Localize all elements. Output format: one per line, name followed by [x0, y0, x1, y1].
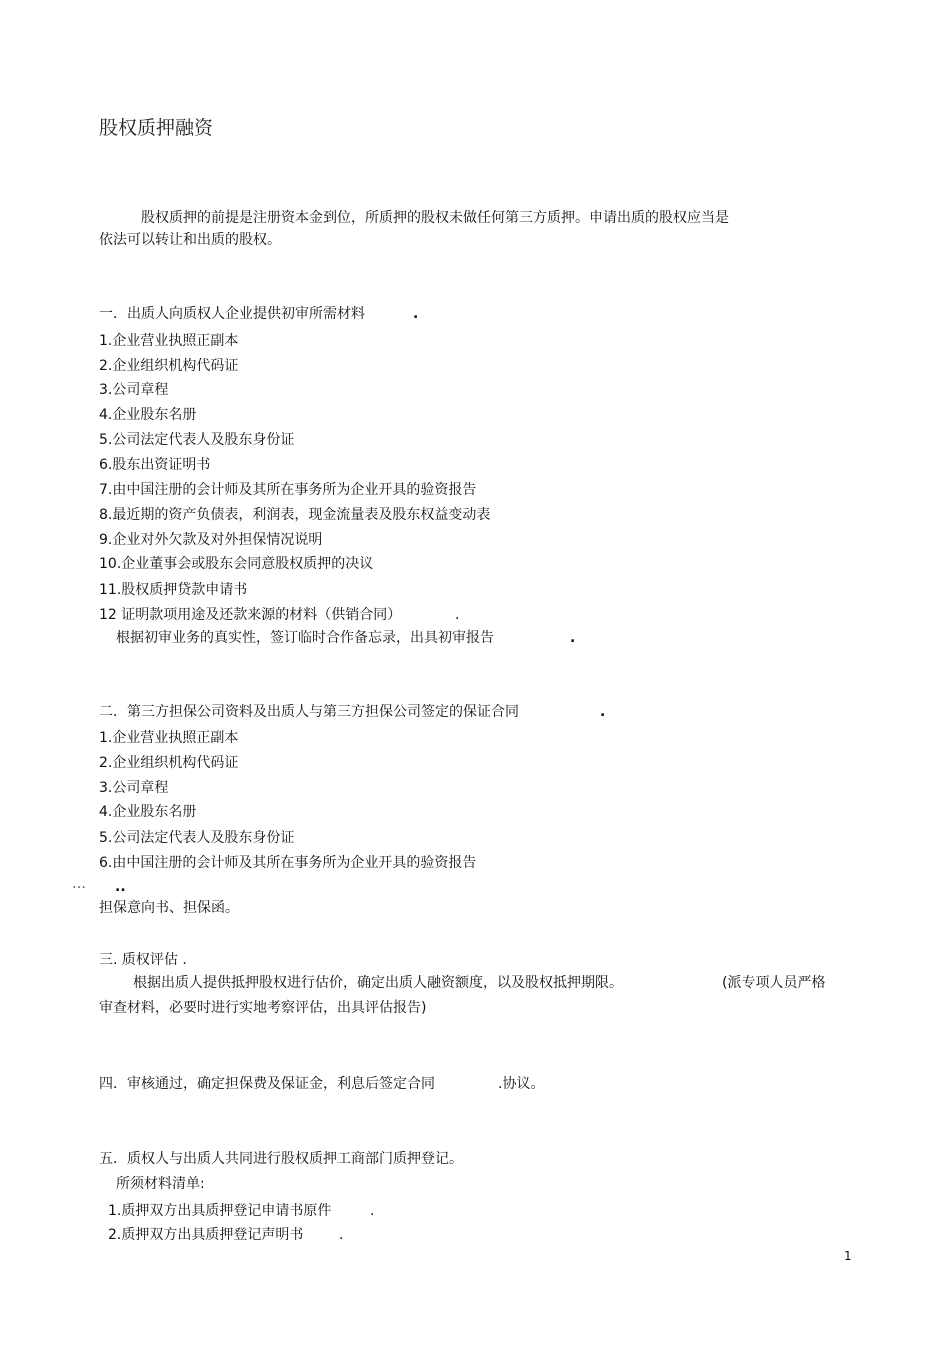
section4-tail: .协议。	[498, 1076, 545, 1092]
section2-item: 4.企业股东名册	[99, 804, 197, 820]
section5-list-title: 所须材料清单:	[116, 1176, 205, 1192]
section1-item: 8.最近期的资产负债表，利润表，现金流量表及股东权益变动表	[99, 507, 491, 523]
section5-item-dot: .	[339, 1227, 344, 1243]
section1-item: 6.股东出资证明书	[99, 457, 211, 473]
section3-line-2: 审查材料，必要时进行实地考察评估，出具评估报告)	[99, 1000, 427, 1016]
section1-note-dot: .	[570, 630, 576, 646]
section2-item: 2.企业组织机构代码证	[99, 755, 239, 771]
section1-item: 9.企业对外欠款及对外担保情况说明	[99, 532, 323, 548]
section2-guarantee: 担保意向书、担保函。	[99, 900, 239, 916]
page-number: 1	[844, 1249, 852, 1263]
section1-item12-dot: .	[455, 607, 460, 623]
section2-heading: 二．第三方担保公司资料及出质人与第三方担保公司签定的保证合同	[99, 704, 519, 720]
section1-item: 4.企业股东名册	[99, 407, 197, 423]
intro-line-2: 依法可以转让和出质的股权。	[99, 232, 281, 248]
section3-line-1: 根据出质人提供抵押股权进行估价，确定出质人融资额度，以及股权抵押期限。	[133, 975, 623, 991]
intro-line-1: 股权质押的前提是注册资本金到位，所质押的股权未做任何第三方质押。申请出质的股权应当是	[141, 210, 729, 226]
section5-item-dot: .	[370, 1203, 375, 1219]
ellipsis-mark: …	[72, 876, 86, 892]
section1-item: 10.企业董事会或股东会同意股权质押的决议	[99, 556, 374, 572]
section1-item: 12 证明款项用途及还款来源的材料（供销合同）	[99, 607, 402, 623]
section1-item: 11.股权质押贷款申请书	[99, 582, 248, 598]
section3-heading: 三. 质权评估 .	[99, 952, 187, 968]
section5-item: 2.质押双方出具质押登记声明书	[108, 1227, 304, 1243]
section1-note: 根据初审业务的真实性，签订临时合作备忘录，出具初审报告	[116, 630, 494, 646]
section2-item: 5.公司法定代表人及股东身份证	[99, 830, 295, 846]
section2-item: 1.企业营业执照正副本	[99, 730, 239, 746]
section1-item: 7.由中国注册的会计师及其所在事务所为企业开具的验资报告	[99, 482, 477, 498]
double-dot-mark: ..	[115, 879, 126, 895]
section4-heading: 四．审核通过，确定担保费及保证金，利息后签定合同	[99, 1076, 435, 1092]
section2-item: 6.由中国注册的会计师及其所在事务所为企业开具的验资报告	[99, 855, 477, 871]
section1-heading: 一．出质人向质权人企业提供初审所需材料	[99, 306, 365, 322]
section3-line-1-right: (派专项人员严格	[722, 975, 826, 991]
page-title: 股权质押融资	[99, 117, 214, 139]
section5-item: 1.质押双方出具质押登记申请书原件	[108, 1203, 332, 1219]
section1-item: 5.公司法定代表人及股东身份证	[99, 432, 295, 448]
section2-item: 3.公司章程	[99, 780, 169, 796]
section1-item: 2.企业组织机构代码证	[99, 358, 239, 374]
section1-item: 3.公司章程	[99, 382, 169, 398]
section5-heading: 五．质权人与出质人共同进行股权质押工商部门质押登记。	[99, 1151, 463, 1167]
section1-item: 1.企业营业执照正副本	[99, 333, 239, 349]
section2-heading-dot: .	[600, 704, 606, 720]
section1-heading-dot: .	[413, 306, 419, 322]
